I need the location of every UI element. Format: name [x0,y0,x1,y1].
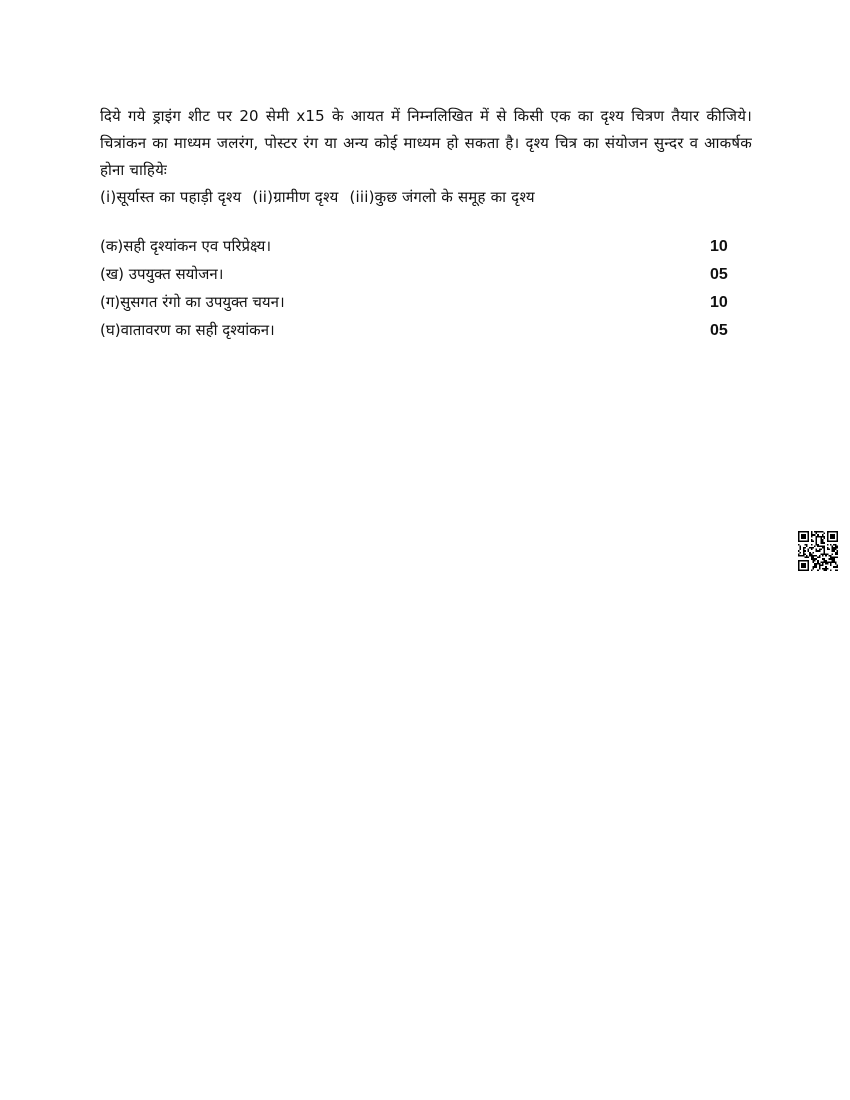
qr-code-icon [798,531,838,571]
criteria-row [100,260,732,288]
criteria-label: (ख) उपयुक्त सयोजन। [100,265,224,283]
option-forest-group: (iii)कुछ जंगलो के समूह का दृश्य [349,188,535,206]
criteria-label: (घ)वातावरण का सही दृश्यांकन। [100,321,275,339]
criteria-marks: 05 [710,322,728,339]
criteria-row [100,288,732,316]
question-block [100,103,752,211]
criteria-label: (क)सही दृश्यांकन एव परिप्रेक्ष्य। [100,237,272,255]
criteria-label: (ग)सुसगत रंगो का उपयुक्त चयन। [100,293,285,311]
criteria-marks: 05 [710,266,728,283]
option-village: (ii)ग्रामीण दृश्य [252,188,339,206]
question-text: दिये गये ड्राइंग शीट पर 20 सेमी x15 के आयत में निम्नलिखित में से किसी एक का दृश्य चित्रण तैयार कीजिये। चित्रांकन का माध्यम जलरंग, पोस्टर रंग या अन्य कोई माध्यम हो सकता है। दृश्य चित्र का संयोजन सुन्दर व आकर्षक होना चाहियेः [100,107,752,179]
option-sunset-mountain: (i)सूर्यास्त का पहाड़ी दृश्य [100,188,242,206]
scene-options [100,184,752,211]
criteria-marks: 10 [710,238,728,255]
marking-criteria [100,232,732,344]
criteria-marks: 10 [710,294,728,311]
criteria-row [100,232,732,260]
criteria-row [100,316,732,344]
